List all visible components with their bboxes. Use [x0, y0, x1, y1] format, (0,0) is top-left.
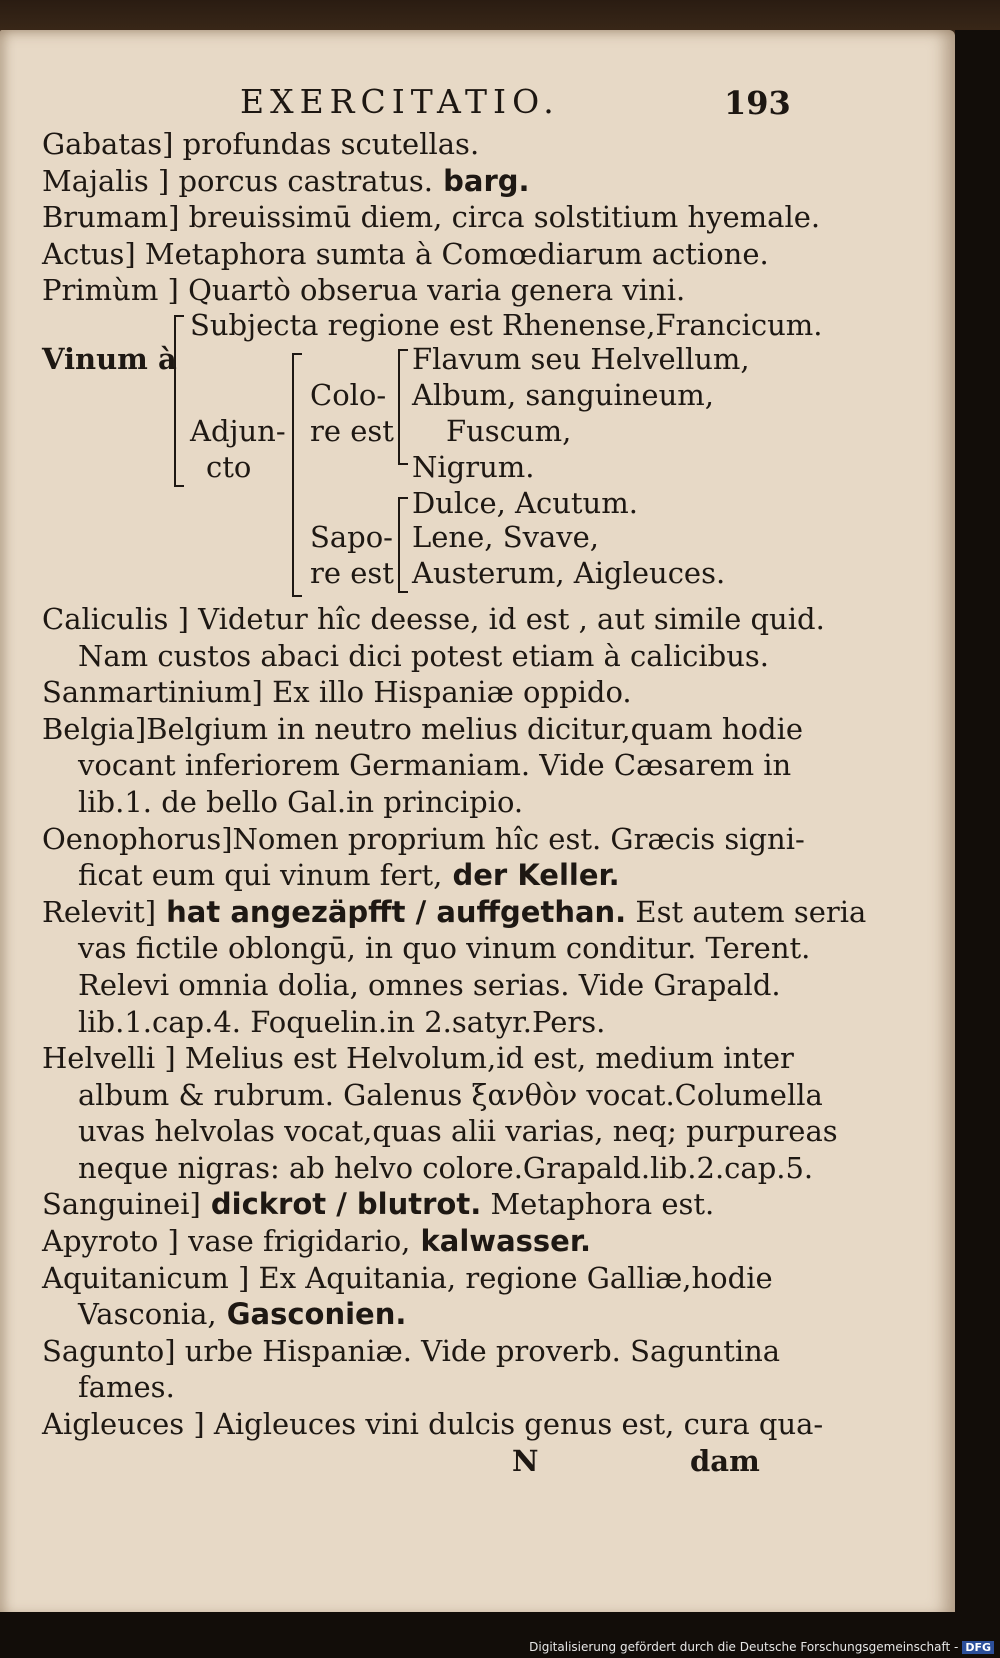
line-key: Majalis ]: [42, 163, 170, 198]
table-taste-3: Austerum, Aigleuces.: [412, 555, 726, 590]
text-line: [42, 1406, 824, 1443]
line-key: Sanguinei]: [42, 1187, 201, 1222]
line-text: Videtur hîc deesse, id est , aut simile quid.: [188, 601, 825, 636]
table-adjuncto: Adjun-: [190, 413, 286, 448]
line-text: Melius est Helvolum,id est, medium inter: [175, 1041, 794, 1076]
line-tail: Est autem seria: [626, 894, 867, 929]
text-line: [42, 199, 821, 236]
table-color-2: Album, sanguineum,: [412, 377, 714, 412]
text-line: [42, 1077, 823, 1114]
line-text: uvas helvolas vocat,quas alii varias, neq; purpureas: [78, 1114, 838, 1149]
line-text: vase frigidario,: [178, 1224, 411, 1259]
line-key: Aquitanicum ]: [42, 1260, 250, 1295]
text-line: [42, 967, 802, 1004]
line-key: Apyroto ]: [42, 1224, 179, 1259]
line-text: Ex illo Hispaniæ oppido.: [262, 675, 632, 710]
line-text: album & rubrum. Galenus ξανθὸν vocat.Columella: [78, 1077, 823, 1112]
line-key: Oenophorus]: [42, 821, 233, 856]
catchword-line: [42, 1443, 802, 1480]
brace-sapore: [398, 497, 408, 593]
table-color-1: Flavum seu Helvellum,: [412, 341, 750, 376]
line-key: Sagunto]: [42, 1333, 176, 1368]
line-gothic: Gasconien.: [216, 1297, 407, 1332]
text-line: [42, 711, 802, 748]
line-text: lib.1. de bello Gal.in principio.: [78, 784, 524, 819]
text-line: [42, 126, 802, 163]
line-gothic: barg.: [433, 163, 530, 198]
text-line: [42, 784, 802, 821]
text-line: [42, 638, 802, 675]
brace-adjuncto: [292, 353, 302, 597]
text-line: [42, 1223, 802, 1260]
catchword: dam: [690, 1443, 760, 1478]
text-line: [42, 747, 802, 784]
brace-colore: [398, 349, 408, 465]
table-root-label: Vinum à: [42, 341, 177, 376]
line-text: Ex Aquitania, regione Galliæ,hodie: [249, 1260, 773, 1295]
line-text: fames.: [78, 1370, 175, 1405]
line-text: vas fictile oblongū, in quo vinum conditur. Terent.: [78, 931, 811, 966]
text-line: [42, 1150, 814, 1187]
table-taste-1: Dulce, Acutum.: [412, 485, 638, 520]
line-gothic: dickrot / blutrot.: [200, 1187, 482, 1222]
text-line: [42, 1333, 802, 1370]
text-line: [42, 1369, 802, 1406]
text-line: [42, 1113, 838, 1150]
dfg-logo: DFG: [962, 1641, 994, 1654]
line-gothic: kalwasser.: [410, 1224, 592, 1259]
table-color-4: Nigrum.: [412, 449, 535, 484]
text-line: [42, 1040, 802, 1077]
text-line: [42, 674, 802, 711]
line-text: neque nigras: ab helvo colore.Grapald.lib.2.cap.5.: [78, 1150, 814, 1185]
line-text: vocant inferiorem Germaniam. Vide Cæsarem in: [78, 748, 792, 783]
line-tail: Metaphora est.: [481, 1187, 715, 1222]
line-text: Nam custos abaci dici potest etiam à calicibus.: [78, 638, 769, 673]
text-line: [42, 930, 811, 967]
text-line: [42, 1004, 802, 1041]
text-line: [42, 1186, 802, 1223]
text-line: [42, 236, 802, 273]
line-gothic: hat angezäpfft / auffgethan.: [156, 894, 627, 929]
table-sapore-2: re est: [310, 555, 394, 590]
table-subjecta: Subjecta regione est Rhenense,Francicum.: [190, 307, 823, 342]
line-text: Nomen proprium hîc est. Græcis signi-: [232, 821, 805, 856]
brace-outer: [174, 315, 184, 487]
text-line: [42, 163, 802, 200]
running-header: EXERCITATIO.: [240, 82, 560, 121]
table-colore: Colo-: [310, 377, 387, 412]
line-key: Brumam]: [42, 200, 180, 235]
line-text: Aigleuces vini dulcis genus est, cura qua-: [204, 1407, 824, 1442]
line-key: Helvelli ]: [42, 1041, 176, 1076]
text-line: [42, 1296, 802, 1333]
line-key: Gabatas]: [42, 127, 174, 161]
line-text: lib.1.cap.4. Foquelin.in 2.satyr.Pers.: [78, 1004, 606, 1039]
page-text: [42, 126, 867, 1479]
line-text: ficat eum qui vinum fert,: [78, 858, 443, 893]
line-text: Belgium in neutro melius dicitur,quam hodie: [146, 711, 804, 746]
table-taste-2: Lene, Svave,: [412, 519, 599, 554]
line-text: porcus castratus.: [169, 163, 434, 198]
line-gothic: der Keller.: [442, 858, 620, 893]
line-key: Belgia]: [42, 711, 147, 746]
line-key: Primùm ]: [42, 273, 179, 308]
table-color-3: Fuscum,: [446, 413, 572, 448]
line-text: Relevi omnia dolia, omnes serias. Vide Grapald.: [78, 967, 781, 1002]
line-text: profundas scutellas.: [173, 127, 480, 161]
line-text: Quartò obserua varia genera vini.: [178, 273, 686, 308]
table-adjuncto-2: cto: [206, 449, 252, 484]
footer-credit: Digitalisierung gefördert durch die Deutsche Forschungsgemeinschaft -: [529, 1640, 959, 1654]
scan-footer: [529, 1640, 994, 1654]
line-text: Vasconia,: [78, 1297, 217, 1332]
text-line: [42, 894, 867, 931]
line-text: Metaphora sumta à Comœdiarum actione.: [135, 236, 769, 271]
table-sapore: Sapo-: [310, 519, 393, 554]
line-key: Caliculis ]: [42, 601, 189, 636]
text-line: [42, 821, 805, 858]
scan-right-border: [955, 30, 1000, 1630]
line-text: urbe Hispaniæ. Vide proverb. Saguntina: [175, 1333, 781, 1368]
text-line: [42, 1260, 802, 1297]
table-colore-2: re est: [310, 413, 394, 448]
text-line: [42, 857, 802, 894]
line-key: Actus]: [42, 236, 136, 271]
signature-mark: N: [512, 1443, 539, 1478]
line-key: Sanmartinium]: [42, 675, 263, 710]
scan-top-border: [0, 0, 1000, 34]
line-text: breuissimū diem, circa solstitium hyemale.: [179, 200, 821, 235]
line-key: Relevit]: [42, 894, 157, 929]
page-number: 193: [724, 84, 791, 122]
line-key: Aigleuces ]: [42, 1407, 205, 1442]
text-line: [42, 272, 802, 309]
text-line: [42, 601, 825, 638]
wine-classification-table: [42, 307, 823, 601]
